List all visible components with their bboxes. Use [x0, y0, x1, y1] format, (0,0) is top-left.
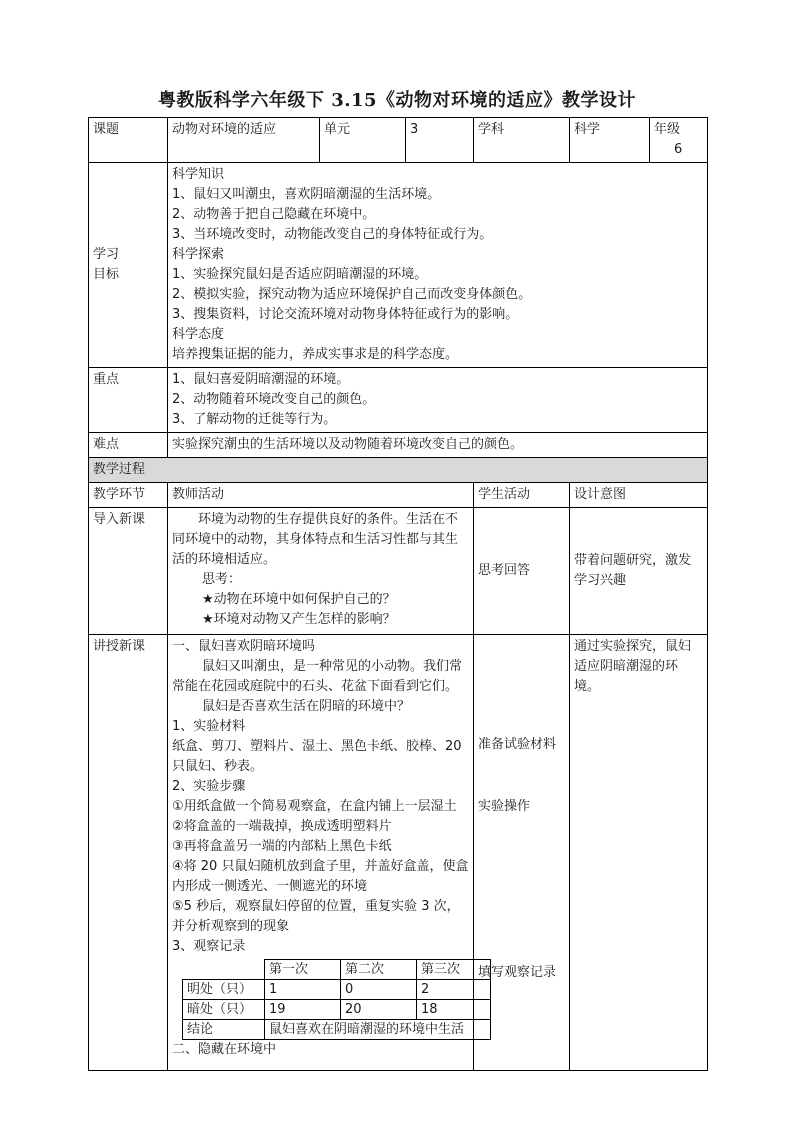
- intro-intent: 带着问题研究，激发学习兴趣: [570, 508, 708, 635]
- lesson-student: [474, 635, 570, 1071]
- lesson-teacher: [168, 635, 474, 1071]
- key-points-content: [168, 368, 708, 433]
- observation-cell: 20: [341, 1000, 417, 1020]
- lesson-row: [89, 635, 708, 1071]
- difficulty-text: 实验探究潮虫的生活环境以及动物随着环境改变自己的颜色。: [168, 433, 708, 458]
- intro-paragraph: 环境为动物的生存提供良好的条件。生活在不同环境中的动物，其身体特点和生活习性都与其生活的环境相适应。: [172, 512, 459, 567]
- topic-label: 课题: [89, 118, 168, 163]
- materials-title: 1、实验材料: [172, 719, 246, 734]
- conclusion-text: 鼠妇喜欢在阴暗潮湿的环境中生活: [265, 1020, 491, 1040]
- subject-label: 学科: [474, 118, 570, 163]
- goals-content: [168, 163, 708, 368]
- document-title: 粤教版科学六年级下 3.15《动物对环境的适应》教学设计: [157, 90, 637, 111]
- student-activity: 填写观察记录: [478, 965, 557, 980]
- student-activity: 准备试验材料: [478, 737, 557, 752]
- grade-value: 6: [674, 142, 683, 157]
- grade-label: 年级: [654, 122, 681, 137]
- goals-line: 2、动物善于把自己隐藏在环境中。: [172, 207, 376, 222]
- goals-line: 科学态度: [172, 327, 225, 342]
- observation-cell: 1: [265, 980, 341, 1000]
- goals-line: 1、实验探究鼠妇是否适应阴暗潮湿的环境。: [172, 267, 428, 282]
- observation-header: 第三次: [417, 960, 491, 980]
- lesson-paragraph: 鼠妇又叫潮虫，是一种常见的小动物。我们常常能在花园或庭院中的石头、花盆下面看到它们。: [172, 659, 463, 694]
- key-point-line: 2、动物随着环境改变自己的颜色。: [172, 392, 376, 407]
- lesson-stage: 讲授新课: [89, 635, 168, 1071]
- grade-cell: [650, 118, 708, 163]
- observation-cell: 0: [341, 980, 417, 1000]
- intro-teacher: [168, 508, 474, 635]
- col-student: 学生活动: [474, 483, 570, 508]
- observation-header: 第一次: [265, 960, 341, 980]
- observation-cell: 暗处（只）: [183, 1000, 265, 1020]
- observation-row-light: [183, 980, 491, 1000]
- subject-value: 科学: [570, 118, 650, 163]
- process-heading-row: [89, 458, 708, 483]
- goals-line: 培养搜集证据的能力，养成实事求是的科学态度。: [172, 347, 459, 362]
- unit-label: 单元: [320, 118, 406, 163]
- observation-conclusion-row: [183, 1020, 491, 1040]
- observation-table: [182, 959, 491, 1040]
- steps-title: 2、实验步骤: [172, 779, 246, 794]
- difficulty-row: [89, 433, 708, 458]
- topic-value: 动物对环境的适应: [168, 118, 320, 163]
- record-title: 3、观察记录: [172, 939, 246, 954]
- difficulty-label: 难点: [89, 433, 168, 458]
- info-row: [89, 118, 708, 163]
- observation-corner: [183, 960, 265, 980]
- observation-cell: 2: [417, 980, 491, 1000]
- materials-text: 纸盒、剪刀、塑料片、湿土、黑色卡纸、胶棒、20只鼠妇、秒表。: [172, 739, 462, 774]
- section-title: 一、鼠妇喜欢阴暗环境吗: [172, 639, 316, 654]
- unit-value: 3: [406, 118, 474, 163]
- col-stage: 教学环节: [89, 483, 168, 508]
- goals-line: 3、当环境改变时，动物能改变自己的身体特征或行为。: [172, 227, 493, 242]
- conclusion-label: 结论: [183, 1020, 265, 1040]
- goals-line: 1、鼠妇又叫潮虫，喜欢阴暗潮湿的生活环境。: [172, 187, 441, 202]
- step-item: ①用纸盒做一个简易观察盒，在盒内铺上一层湿土: [172, 799, 457, 814]
- process-header-row: [89, 483, 708, 508]
- intro-question: ★环境对动物又产生怎样的影响？: [202, 612, 396, 627]
- goals-label: 学习 目标: [89, 163, 168, 368]
- key-point-line: 1、鼠妇喜爱阴暗潮湿的环境。: [172, 372, 350, 387]
- goals-row: [89, 163, 708, 368]
- goals-line: 科学探索: [172, 247, 225, 262]
- intro-student: 思考回答: [474, 508, 570, 635]
- observation-cell: 明处（只）: [183, 980, 265, 1000]
- goals-line: 科学知识: [172, 167, 225, 182]
- intro-row: [89, 508, 708, 635]
- process-heading: 教学过程: [89, 458, 708, 483]
- student-activity: 实验操作: [478, 799, 531, 814]
- observation-header-row: [183, 960, 491, 980]
- step-item: ③再将盒盖另一端的内部粘上黑色卡纸: [172, 839, 392, 854]
- intro-think: 思考：: [202, 572, 242, 587]
- goals-line: 2、模拟实验，探究动物为适应环境保护自己而改变身体颜色。: [172, 287, 532, 302]
- observation-header: 第二次: [341, 960, 417, 980]
- section-title: 二、隐藏在环境中: [172, 1042, 277, 1057]
- key-points-row: [89, 368, 708, 433]
- key-points-label: 重点: [89, 368, 168, 433]
- lesson-question: 鼠妇是否喜欢生活在阴暗的环境中？: [202, 699, 411, 714]
- observation-row-dark: [183, 1000, 491, 1020]
- col-teacher: 教师活动: [168, 483, 474, 508]
- goals-line: 3、搜集资料，讨论交流环境对动物身体特征或行为的影响。: [172, 307, 519, 322]
- observation-cell: 18: [417, 1000, 491, 1020]
- lesson-plan-table: [88, 117, 708, 1071]
- intro-stage: 导入新课: [89, 508, 168, 635]
- observation-cell: 19: [265, 1000, 341, 1020]
- step-item: ④将 20 只鼠妇随机放到盒子里，并盖好盒盖，使盒内形成一侧透光、一侧遮光的环境: [172, 859, 469, 894]
- col-intent: 设计意图: [570, 483, 708, 508]
- key-point-line: 3、了解动物的迁徙等行为。: [172, 412, 337, 427]
- step-item: ②将盒盖的一端裁掉，换成透明塑料片: [172, 819, 392, 834]
- intro-question: ★动物在环境中如何保护自己的？: [202, 592, 396, 607]
- step-item: ⑤5 秒后，观察鼠妇停留的位置，重复实验 3 次，并分析观察到的现象: [172, 899, 460, 934]
- lesson-intent: 通过实验探究，鼠妇适应阴暗潮湿的环境。: [570, 635, 708, 1071]
